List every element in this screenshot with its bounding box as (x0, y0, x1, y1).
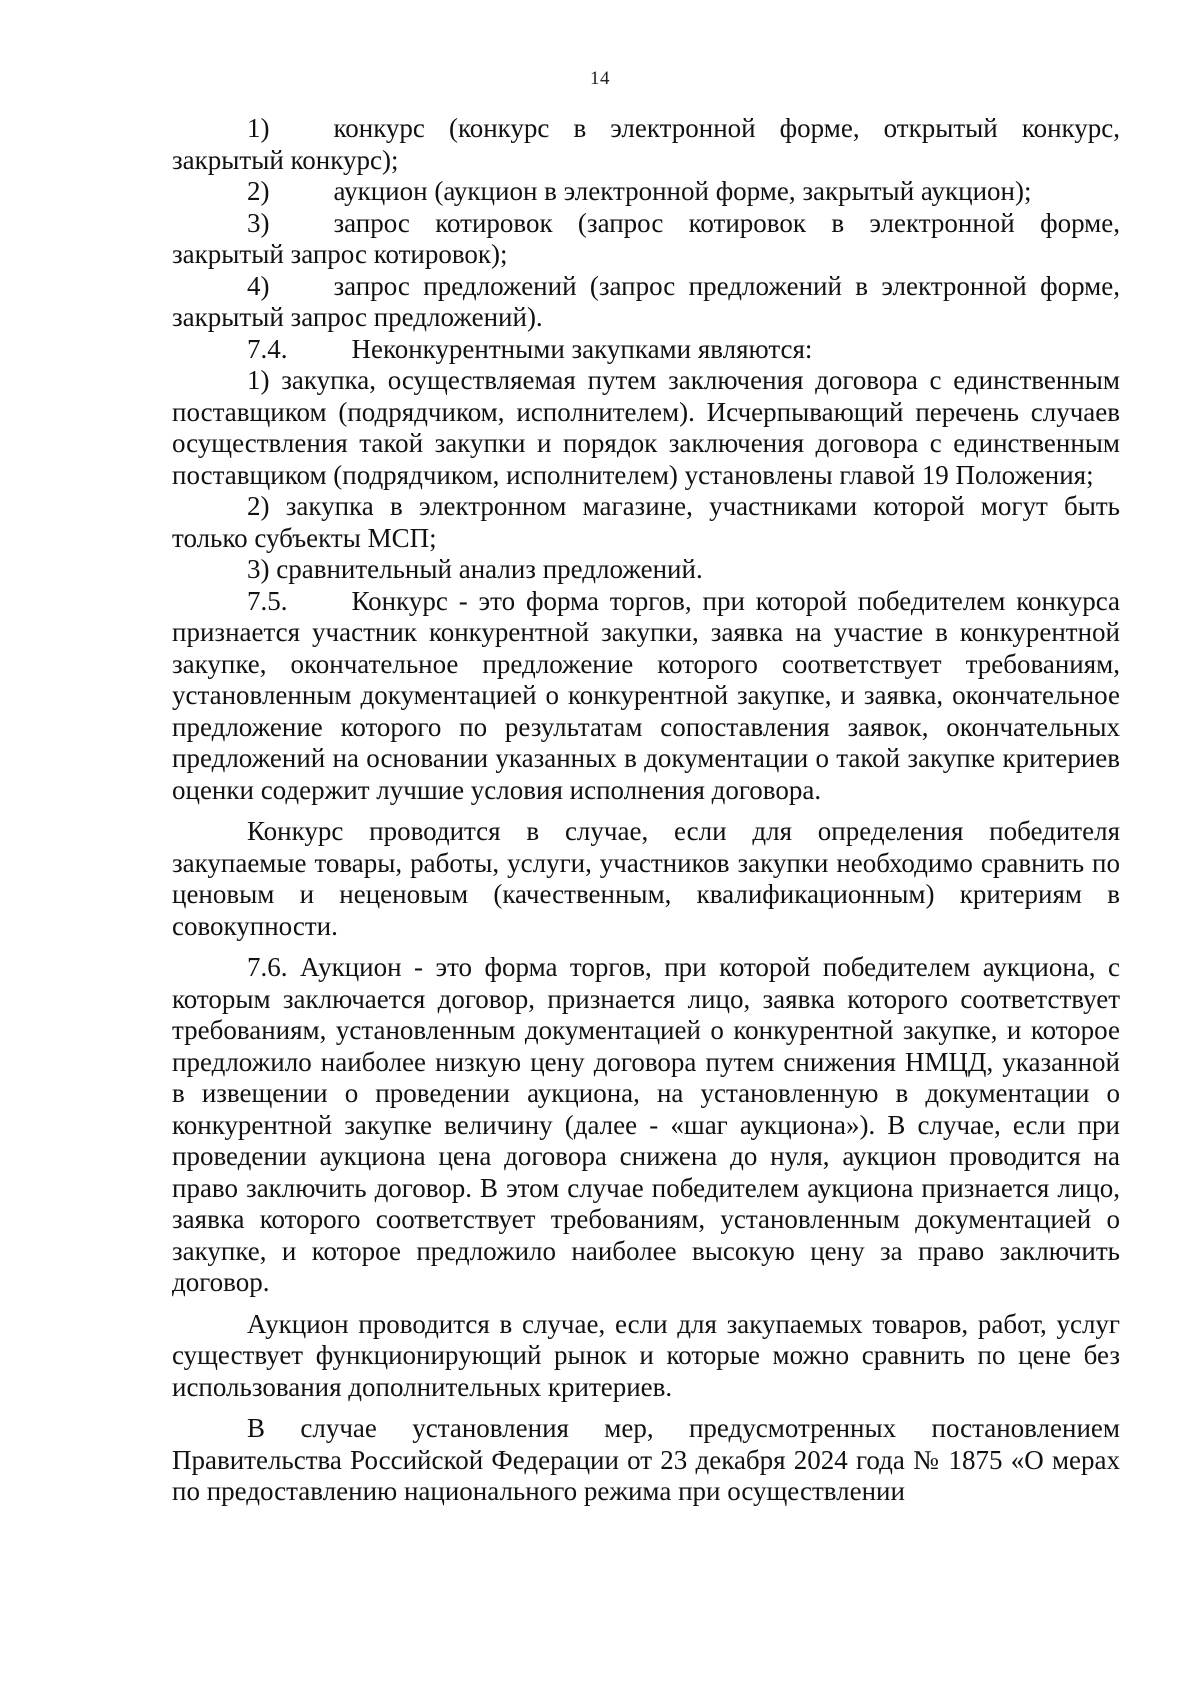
list-item-proposal-request (172, 271, 1120, 334)
item-text: запрос котировок (запрос котировок в электронной форме, закрытый запрос котировок); (172, 207, 1120, 269)
list-item-competition (172, 113, 1120, 176)
section-number: 7.5. (247, 585, 288, 616)
national-regime-paragraph (172, 1413, 1120, 1508)
paragraph-text: Аукцион проводится в случае, если для закупаемых товаров, работ, услуг существует функционирующий рынок и которые можно сравнить по цене без использования дополнительных критериев. (172, 1308, 1120, 1402)
paragraph-text: Конкурс проводится в случае, если для определения победителя закупаемые товары, работы, услуги, участников закупки необходимо сравнить по ценовым и неценовым (качественным, квалификационным) критериям в совокупности. (172, 816, 1120, 941)
section-text: Конкурс - это форма торгов, при которой победителем конкурса признается участник конкурентной закупки, заявка на участие в конкурентной закупке, окончательное предложение которого соответствует требованиям, установленным документацией о конкурентной закупке, и заявка, окончательное предложение которого по результатам сопоставления заявок, окончательных предложений на основании указанных в документации о такой закупке критериев оценки содержит лучшие условия исполнения договора. (172, 585, 1120, 805)
paragraph-text: 7.6. Аукцион - это форма торгов, при которой победителем аукциона, с которым заключается договор, признается лицо, заявка которого соответствует требованиям, установленным документацией о конкурентной закупке, и которое предложило наиболее низкую цену договора путем снижения НМЦД, указанной в извещении о проведении аукциона, на установленную в документации о конкурентной закупке величину (далее - «шаг аукциона»). В случае, если при проведении аукциона цена договора снижена до нуля, аукцион проводится на право заключить договор. В этом случае победителем аукциона признается лицо, заявка которого соответствует требованиям, установленным документацией о закупке, и которое предложило наиболее высокую цену за право заключить договор. (172, 952, 1120, 1297)
list-item-single-supplier (172, 365, 1120, 491)
item-text: 2) закупка в электронном магазине, участниками которой могут быть только субъекты МСП; (172, 491, 1120, 553)
auction-conditions-paragraph (172, 1309, 1120, 1404)
page-number: 14 (590, 68, 610, 89)
item-number: 1) (247, 113, 270, 143)
list-item-auction (172, 176, 1120, 208)
item-text: 1) закупка, осуществляемая путем заключения договора с единственным поставщиком (подрядчиком, исполнителем). Исчерпывающий перечень случаев осуществления такой закупки и порядок заключения договора с единственным поставщиком (подрядчиком, исполнителем) установлены главой 19 Положения; (172, 365, 1120, 490)
item-number: 3) (247, 207, 270, 238)
section-7-4-heading (172, 334, 1120, 366)
list-item-quotation-request (172, 208, 1120, 271)
document-body (172, 113, 1120, 1508)
list-item-comparative-analysis (172, 554, 1120, 586)
paragraph-text: В случае установления мер, предусмотренных постановлением Правительства Российской Федерации от 23 декабря 2024 года № 1875 «О мерах по предоставлению национального режима при осуществлении (172, 1413, 1120, 1506)
section-7-6-paragraph (172, 952, 1120, 1299)
item-text: аукцион (аукцион в электронной форме, закрытый аукцион); (333, 176, 1032, 206)
list-item-e-shop (172, 491, 1120, 554)
section-text: Неконкурентными закупками являются: (351, 333, 813, 364)
competition-conditions-paragraph (172, 816, 1120, 942)
item-number: 4) (247, 270, 270, 301)
section-7-5-paragraph (172, 586, 1120, 807)
item-text: конкурс (конкурс в электронной форме, открытый конкурс, закрытый конкурс); (172, 113, 1120, 175)
item-text: 3) сравнительный анализ предложений. (247, 554, 703, 584)
section-number: 7.4. (247, 333, 288, 364)
item-text: запрос предложений (запрос предложений в электронной форме, закрытый запрос предложений). (172, 270, 1120, 332)
item-number: 2) (247, 176, 270, 206)
